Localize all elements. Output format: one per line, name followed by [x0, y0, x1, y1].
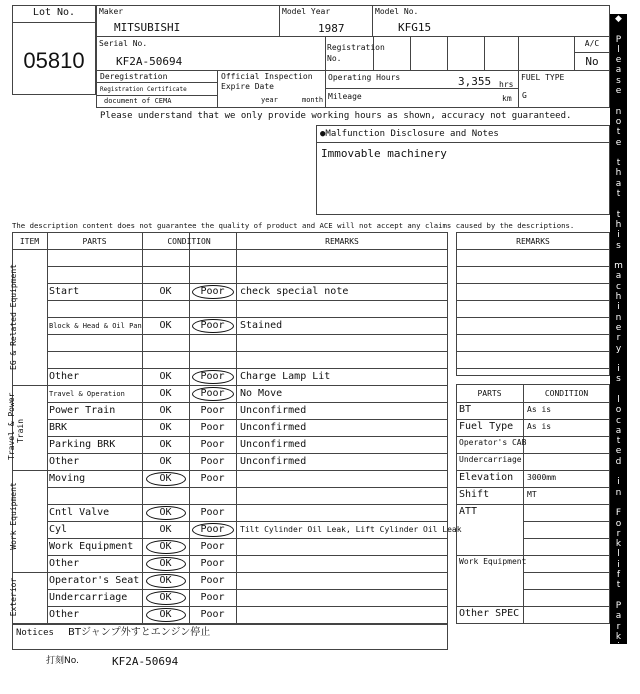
poor-mark: Poor [200, 455, 225, 467]
table-row [47, 572, 448, 589]
banner-char: P [615, 600, 622, 611]
table-row [47, 300, 448, 317]
spec-part: Work Equipment [459, 557, 527, 566]
remark-text: Stained [240, 319, 283, 331]
banner-char [610, 591, 627, 601]
model-no-value: KFG15 [398, 21, 432, 34]
banner-char: o [615, 405, 622, 416]
ok-mark: OK [159, 557, 172, 569]
banner-char: h [615, 292, 622, 303]
poor-mark: Poor [200, 387, 225, 399]
malfunction-title: ●Malfunction Disclosure and Notes [320, 129, 499, 139]
part-name: Work Equipment [49, 540, 134, 552]
poor-mark: Poor [200, 523, 225, 535]
spec-part: Elevation [459, 472, 514, 483]
table-row [47, 283, 448, 300]
banner-char [610, 498, 627, 508]
header-parts: PARTS [82, 237, 107, 246]
hours-disclaimer: Please understand that we only provide working hours as shown, accuracy not guaranteed. [100, 111, 572, 121]
notices-text: BTジャンプ外すとエンジン停止 [68, 627, 211, 638]
banner-char: t [616, 189, 621, 200]
ok-circle [146, 608, 186, 622]
ok-mark: OK [159, 387, 172, 399]
banner-char: h [615, 168, 622, 179]
banner-char: e [615, 322, 622, 333]
table-row [47, 351, 448, 368]
table-row [47, 470, 448, 487]
part-name: Other [49, 609, 80, 620]
banner-char: d [615, 456, 622, 467]
description-disclaimer: The description content does not guarantee the quality of product and ACE will not accept any claims caused by the descriptions. [12, 221, 575, 230]
ok-circle [146, 472, 186, 486]
model-no-label: Model No. [375, 7, 419, 16]
right-remarks-header: REMARKS [516, 237, 550, 246]
ok-mark: OK [159, 472, 172, 484]
poor-circle [192, 370, 234, 384]
remark-text: Unconfirmed [240, 455, 307, 467]
spec-part: BT [459, 404, 472, 415]
poor-mark: Poor [200, 506, 225, 518]
table-row [47, 419, 448, 436]
ok-mark: OK [159, 506, 172, 518]
part-name: Other [49, 370, 80, 382]
table-row [47, 436, 448, 453]
banner-char: n [615, 312, 622, 323]
spec-part: Operator's CAB [459, 438, 527, 447]
banner-char: l [617, 394, 620, 405]
maker-value: MITSUBISHI [114, 21, 181, 34]
poor-mark: Poor [200, 591, 225, 603]
ok-mark: OK [159, 370, 172, 382]
banner-char: c [616, 415, 621, 426]
ok-mark: OK [159, 455, 172, 467]
banner-char: ◆ [615, 14, 622, 24]
table-row [47, 606, 448, 624]
remark-text: Unconfirmed [240, 421, 307, 433]
banner-char: t [616, 580, 621, 591]
banner-char: i [617, 302, 620, 313]
poor-mark: Poor [200, 540, 225, 552]
location-banner [610, 14, 627, 694]
banner-char: i [617, 642, 620, 653]
spec-condition: As is [527, 405, 552, 414]
banner-char: g [615, 662, 622, 673]
part-name: Parking BRK [49, 438, 116, 450]
banner-char: o [615, 116, 622, 127]
spec-part: Shift [459, 489, 490, 500]
remark-text: No Move [240, 387, 283, 399]
remark-text: Charge Lamp Lit [240, 370, 331, 382]
banner-char: f [616, 570, 621, 581]
spec-condition: As is [527, 422, 552, 431]
month-label: month [302, 96, 324, 104]
banner-char [610, 354, 627, 364]
table-row [47, 487, 448, 504]
fuel-type-value: G [522, 91, 527, 100]
poor-mark: Poor [200, 370, 225, 382]
banner-char: h [615, 219, 622, 230]
cema-label: document of CEMA [104, 97, 172, 105]
operating-hours-label: Operating Hours [328, 73, 401, 82]
spec-part: ATT [459, 506, 478, 517]
poor-mark: Poor [200, 574, 225, 586]
banner-char: i [617, 364, 620, 375]
km-unit: km [502, 94, 512, 103]
inspection-label: Official Inspection Expire Date [221, 72, 313, 91]
banner-char: i [617, 230, 620, 241]
banner-char: n [615, 652, 622, 663]
poor-mark: Poor [200, 421, 225, 433]
banner-char: k [615, 631, 622, 642]
maker-label: Maker [99, 7, 124, 16]
hrs-unit: hrs [499, 80, 514, 89]
banner-char: i [617, 559, 620, 570]
ok-circle [146, 591, 186, 605]
part-name: Start [49, 285, 80, 297]
banner-char: n [615, 106, 622, 117]
table-row [47, 368, 448, 385]
ok-mark: OK [159, 285, 172, 297]
banner-char: e [615, 86, 622, 97]
poor-circle [192, 285, 234, 299]
part-name: Block & Head & Oil Pan [49, 321, 142, 330]
poor-circle [192, 523, 234, 537]
banner-char [610, 199, 627, 209]
ok-mark: OK [159, 421, 172, 433]
remark-text: check special note [240, 285, 349, 297]
serial-label: Serial No. [99, 39, 148, 48]
header-remarks: REMARKS [325, 237, 359, 246]
group-work: Work Equipment [9, 482, 18, 550]
ok-mark: OK [159, 591, 172, 603]
table-row [47, 589, 448, 606]
part-name: Undercarriage [49, 591, 128, 603]
part-name: Cntl Valve [49, 506, 110, 518]
ac-value: No [585, 55, 599, 68]
poor-mark: Poor [200, 609, 225, 620]
part-name: Operator's Seat [49, 574, 140, 586]
banner-char [610, 148, 627, 158]
table-row [47, 453, 448, 470]
spec-condition-header: CONDITION [544, 389, 589, 398]
poor-mark: Poor [200, 472, 225, 484]
part-name: Power Train [49, 404, 116, 416]
banner-char: e [615, 137, 622, 148]
banner-char: P [615, 34, 622, 45]
poor-mark: Poor [200, 557, 225, 569]
table-row [47, 334, 448, 351]
table-row [47, 555, 448, 572]
ok-mark: OK [159, 404, 172, 416]
banner-char: r [616, 528, 621, 539]
banner-char [610, 467, 627, 477]
spec-condition: MT [527, 490, 537, 499]
spec-part: Undercarriage [459, 455, 522, 464]
banner-char: t [616, 158, 621, 169]
spec-part: Other SPEC [459, 608, 520, 619]
malfunction-text: Immovable machinery [321, 147, 447, 160]
table-row [47, 402, 448, 419]
banner-char [610, 96, 627, 106]
right-remarks-table [456, 232, 610, 376]
banner-char: s [616, 240, 621, 251]
group-exterior: Exterior [9, 577, 18, 617]
remark-text: Unconfirmed [240, 438, 307, 450]
banner-char: s [616, 374, 621, 385]
registration-label: Registration No. [327, 43, 385, 63]
part-name: Travel & Operation [49, 389, 125, 398]
spec-part: Fuel Type [459, 421, 514, 432]
poor-mark: Poor [200, 438, 225, 450]
part-name: Moving [49, 472, 86, 484]
group-eg: EG & Related Equipment [9, 264, 18, 370]
table-row [47, 521, 462, 538]
ok-mark: OK [159, 319, 172, 331]
banner-char: r [616, 621, 621, 632]
banner-char [610, 24, 627, 34]
spec-parts-header: PARTS [477, 389, 502, 398]
table-row [47, 317, 448, 334]
banner-char: a [615, 178, 622, 189]
part-name: Other [49, 455, 80, 467]
poor-circle [192, 387, 234, 401]
stamp-value: KF2A-50694 [112, 655, 179, 668]
banner-char: l [617, 44, 620, 55]
table-row [47, 249, 448, 266]
banner-char: a [615, 611, 622, 622]
ok-circle [146, 574, 186, 588]
stamp-label: 打刻No. [46, 656, 79, 666]
banner-char: c [616, 281, 621, 292]
poor-mark: Poor [200, 285, 225, 297]
banner-char: a [615, 271, 622, 282]
model-year-value: 1987 [318, 22, 345, 35]
banner-char: i [617, 477, 620, 488]
poor-mark: Poor [200, 319, 225, 331]
banner-char [610, 251, 627, 261]
ok-mark: OK [159, 540, 172, 552]
operating-hours-value: 3,355 [458, 75, 492, 88]
banner-char: ◆ [615, 683, 622, 694]
serial-value: KF2A-50694 [116, 55, 183, 68]
part-name: Cyl [49, 523, 68, 535]
banner-char [610, 385, 627, 395]
part-name: Other [49, 557, 80, 569]
ok-mark: OK [159, 574, 172, 586]
model-year-label: Model Year [282, 7, 331, 16]
ok-mark: OK [159, 523, 172, 535]
ac-label: A/C [584, 39, 600, 48]
mileage-label: Mileage [328, 92, 362, 101]
banner-char: k [615, 539, 622, 550]
remark-text: Tilt Cylinder Oil Leak, Lift Cylinder Oil Leak [240, 524, 462, 534]
banner-char: n [615, 487, 622, 498]
lot-number: 05810 [23, 48, 85, 73]
banner-char: o [615, 518, 622, 529]
year-label: year [261, 96, 278, 104]
banner-char: t [616, 127, 621, 138]
remark-text: Unconfirmed [240, 404, 307, 416]
header-item: ITEM [19, 237, 40, 246]
table-row [47, 538, 448, 555]
lot-label: Lot No. [32, 7, 76, 18]
ok-circle [146, 506, 186, 520]
banner-char: t [616, 209, 621, 220]
banner-char: y [615, 343, 622, 354]
ok-mark: OK [159, 438, 172, 450]
spec-condition: 3000mm [527, 473, 556, 482]
banner-char: t [616, 436, 621, 447]
ok-circle [146, 557, 186, 571]
banner-char: s [616, 75, 621, 86]
banner-char: m [614, 261, 623, 272]
poor-mark: Poor [200, 404, 225, 416]
ok-mark: OK [159, 609, 172, 620]
deregistration-label: Deregistration [100, 72, 168, 81]
banner-char: a [615, 425, 622, 436]
banner-char: a [615, 65, 622, 76]
banner-char: e [615, 446, 622, 457]
reg-cert-label: Registration Certificate [100, 86, 187, 93]
banner-char: r [616, 333, 621, 344]
banner-char [610, 673, 627, 683]
poor-circle [192, 319, 234, 333]
part-name: BRK [49, 421, 68, 433]
fuel-type-label: FUEL TYPE [521, 73, 565, 82]
banner-char: e [615, 55, 622, 66]
header-condition: CONDITION [167, 237, 211, 246]
group-travel: Travel & Power Train [7, 392, 25, 460]
notices-label: Notices [16, 628, 54, 638]
banner-char: l [617, 549, 620, 560]
table-row [47, 266, 448, 283]
ok-circle [146, 540, 186, 554]
table-row [47, 385, 448, 402]
banner-char: F [615, 508, 622, 519]
table-row [47, 504, 448, 521]
